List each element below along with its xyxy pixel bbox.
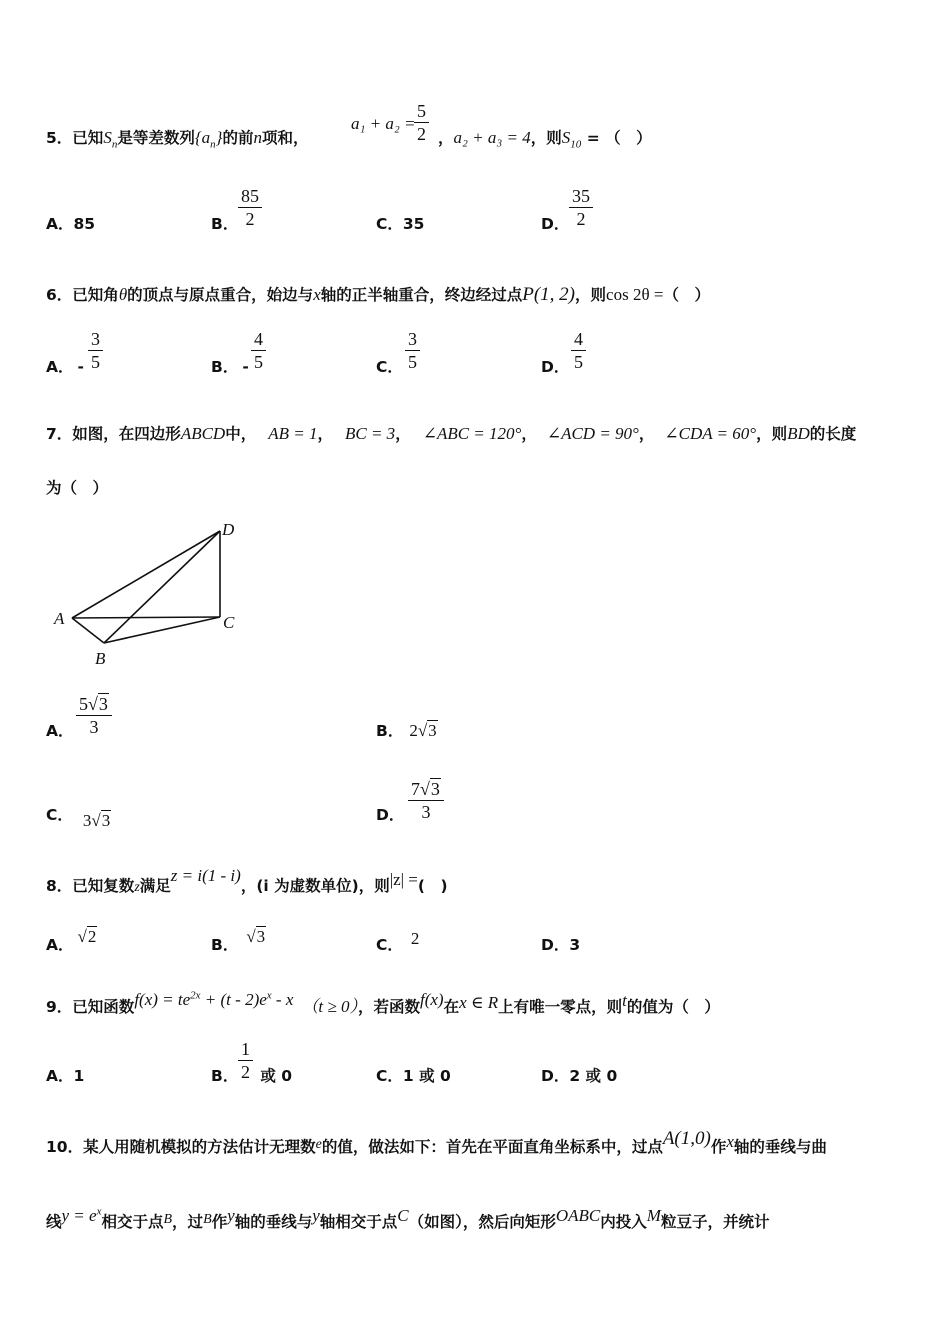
q7-option-a-fraction: $\frac{5√3}{3}$ xyxy=(76,693,112,738)
q9-option-a[interactable]: A．1 xyxy=(46,1067,85,1085)
q7-option-c[interactable]: C． 3√3 xyxy=(46,806,111,830)
label-c: C xyxy=(223,613,235,632)
q8-stem: 8．已知复数z满足z = i(1 - i)，(i 为虚数单位)，则|z| =( ) xyxy=(46,866,448,895)
edge-bc xyxy=(104,617,220,643)
q9-option-d[interactable]: D．2 或 0 xyxy=(541,1067,618,1085)
q7-option-d[interactable]: D． xyxy=(376,806,405,824)
q8-option-a[interactable]: A． √2 xyxy=(46,927,97,954)
q7-option-b[interactable]: B． 2√3 xyxy=(376,721,437,740)
q6-option-b[interactable]: B． - xyxy=(211,358,249,376)
q6-option-d-fraction: $\frac{4}{5}$ xyxy=(571,328,586,373)
label-b: B xyxy=(95,649,106,668)
edge-ac xyxy=(72,617,220,618)
q6-option-c[interactable]: C． xyxy=(376,358,403,376)
q8-option-c[interactable]: C． 2 xyxy=(376,929,420,954)
q9-option-c[interactable]: C．1 或 0 xyxy=(376,1067,451,1085)
q6-option-d[interactable]: D． xyxy=(541,358,570,376)
q5-option-b-fraction: $\frac{85}{2}$ xyxy=(238,185,262,230)
q5-stem: 5．已知$S_n$是等差数列$\{a_n\}$的前n项和， xyxy=(46,128,309,151)
q5-option-c[interactable]: C．35 xyxy=(376,215,425,233)
sn-symbol: $S_n$ xyxy=(103,128,118,151)
q5-cond1: a₁ + a₂ = xyxy=(351,114,416,133)
q9-option-b-fraction: $\frac{1}{2}$ xyxy=(238,1038,253,1083)
edge-ad xyxy=(72,531,220,618)
q5-option-a[interactable]: A．85 xyxy=(46,215,96,233)
q5-cond2: ，a₂ + a₃ = 4，则$S_{10}$ = （ ） xyxy=(438,128,652,151)
q10-stem-cont: 线$y = e^x$相交于点B，过B作y轴的垂线与y轴相交于点C（如图），然后向矩形OABC内投入M粒豆子，并统计 xyxy=(46,1205,770,1231)
q7-stem: 7．如图，在四边形ABCD中， AB = 1， BC = 3， ∠ABC = 120°， ∠ACD = 90°， ∠CDA = 60°，则BD的长度 xyxy=(46,424,857,443)
q7-option-a[interactable]: A． xyxy=(46,722,74,740)
q8-option-d[interactable]: D．3 xyxy=(541,936,581,954)
edge-bd xyxy=(104,531,220,643)
q6-option-a[interactable]: A． - xyxy=(46,358,84,376)
q7-stem-cont: 为（ ） xyxy=(46,479,109,497)
q5-cond1-fraction: $\frac{5}{2}$ xyxy=(414,100,429,145)
q5-option-d-fraction: $\frac{35}{2}$ xyxy=(569,185,593,230)
sequence-symbol: $\{a_n\}$ xyxy=(194,128,223,151)
q6-option-b-fraction: $\frac{4}{5}$ xyxy=(251,328,266,373)
q9-stem: 9．已知函数$f(x) = te^{2x} + (t - 2)e^x - x$ （t ≥ 0），若函数f(x)在x ∈ R上有唯一零点，则t的值为（ ） xyxy=(46,989,720,1016)
quadrilateral-figure xyxy=(40,515,250,675)
label-a: A xyxy=(54,609,65,628)
edge-ab xyxy=(72,618,104,643)
label-d: D xyxy=(222,520,235,539)
q9-option-b[interactable]: B． 或 0 xyxy=(211,1067,293,1085)
q6-option-a-fraction: $\frac{3}{5}$ xyxy=(88,328,103,373)
q8-option-b[interactable]: B． √3 xyxy=(211,927,266,954)
q5-option-b[interactable]: B． xyxy=(211,215,239,233)
q6-stem: 6．已知角θ的顶点与原点重合，始边与x轴的正半轴重合，终边经过点P(1, 2)，则cos 2θ =（ ） xyxy=(46,284,710,305)
q5-option-d[interactable]: D． xyxy=(541,215,570,233)
q7-option-d-fraction: $\frac{7√3}{3}$ xyxy=(408,778,444,823)
q6-option-c-fraction: $\frac{3}{5}$ xyxy=(405,328,420,373)
q10-stem: 10．某人用随机模拟的方法估计无理数e的值，做法如下：首先在平面直角坐标系中，过点A(1,0)作x轴的垂线与曲 xyxy=(46,1128,827,1156)
